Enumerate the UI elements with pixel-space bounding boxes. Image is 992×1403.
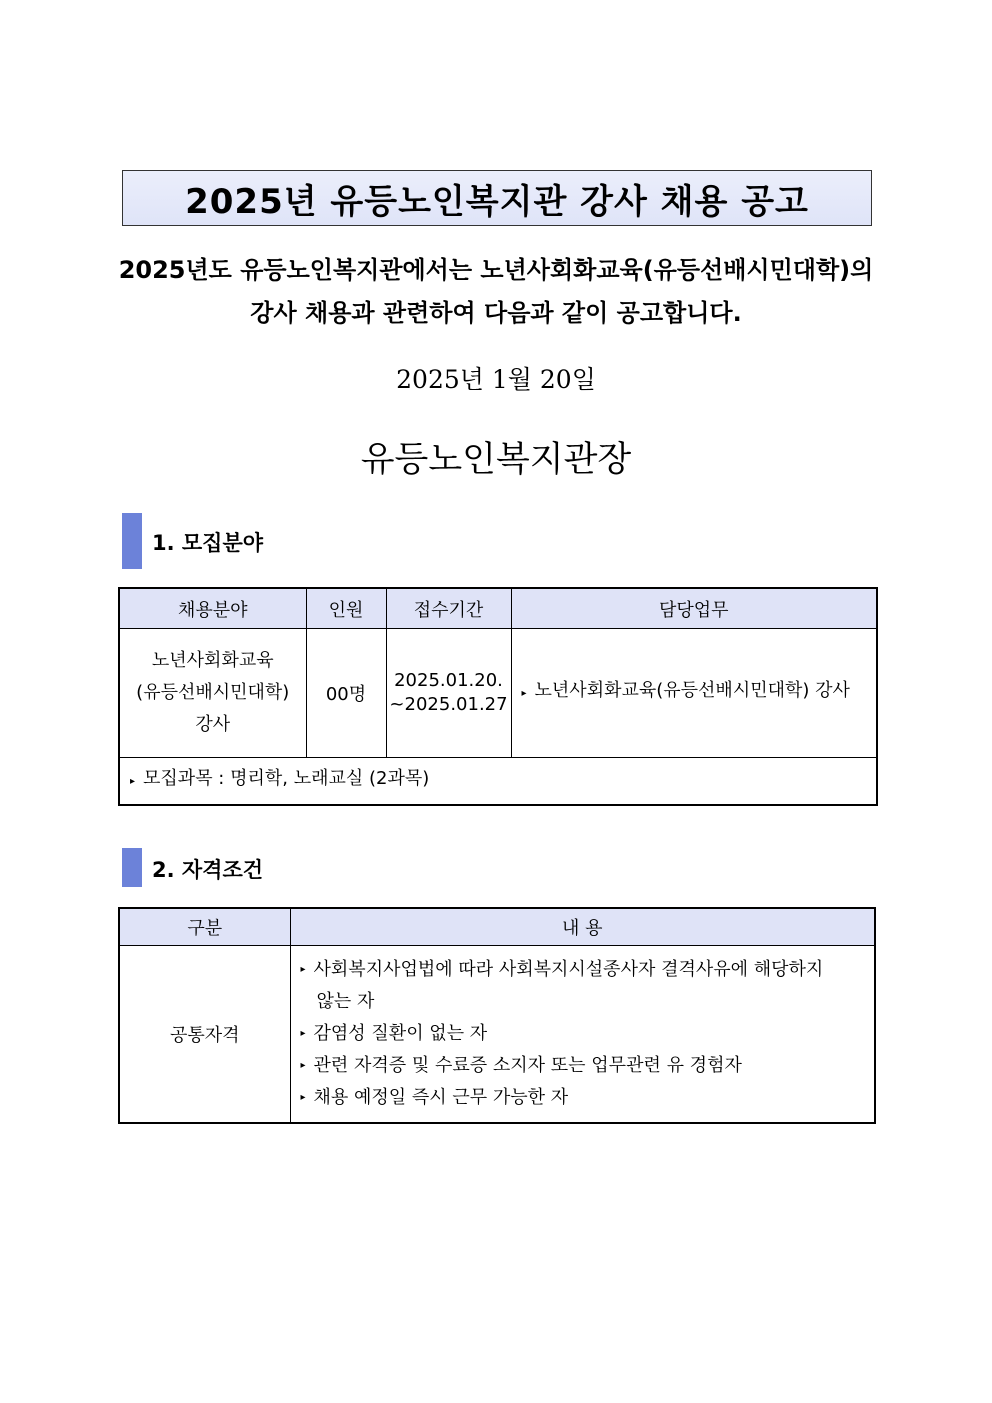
list-item [301,954,867,986]
section-1-title: 1. 모집분야 [152,531,264,555]
section-2-marker [122,848,142,887]
header-period: 접수기간 [386,588,511,629]
cell-period [386,629,511,758]
triangle-right-icon: ▸ [300,964,306,975]
announcement-date: 2025년 1월 20일 [396,365,596,394]
list-item [301,1082,867,1114]
list-item-text: 채용 예정일 즉시 근무 가능한 자 [313,1087,569,1108]
field-line: 강사 [195,714,231,735]
header-category: 구분 [119,908,290,946]
organization-name: 유등노인복지관장 [360,440,632,480]
list-item [301,1050,867,1082]
triangle-right-icon: ▸ [300,1028,306,1039]
intro-line-2: 강사 채용과 관련하여 다음과 같이 공고합니다. [250,299,742,327]
triangle-right-icon: ▸ [300,1060,306,1071]
triangle-right-icon: ▸ [130,776,136,787]
header-count: 인원 [306,588,386,629]
cell-category: 공통자격 [119,946,290,1124]
section-1-marker [122,513,142,569]
cell-field [119,629,306,758]
cell-content [290,946,875,1124]
cell-count: 00명 [306,629,386,758]
period-end: ~2025.01.27 [389,694,508,715]
period-start: 2025.01.20. [394,670,503,691]
duty-text: 노년사회화교육(유등선배시민대학) 강사 [534,680,850,701]
list-item [301,1018,867,1050]
intro-line-1: 2025년도 유등노인복지관에서는 노년사회화교육(유등선배시민대학)의 [118,256,874,284]
note-text: 모집과목 : 명리학, 노래교실 (2과목) [143,768,430,789]
triangle-right-icon: ▸ [300,1092,306,1103]
page-title: 2025년 유등노인복지관 강사 채용 공고 [185,181,809,222]
header-content: 내 용 [290,908,875,946]
header-field: 채용분야 [119,588,306,629]
cell-duty [511,629,877,758]
triangle-right-icon: ▸ [521,688,527,699]
cell-note [119,758,877,806]
title-box [122,170,872,226]
section-2-title: 2. 자격조건 [152,858,264,882]
field-line: 노년사회화교육 [151,650,274,671]
list-item-continuation: 않는 자 [316,991,375,1012]
recruitment-table [118,587,878,806]
qualification-table [118,907,876,1124]
field-line: (유등선배시민대학) [136,682,290,703]
list-item-text: 관련 자격증 및 수료증 소지자 또는 업무관련 유 경험자 [313,1055,742,1076]
list-item-text: 사회복지사업법에 따라 사회복지시설종사자 결격사유에 해당하지 [313,959,824,980]
header-duty: 담당업무 [511,588,877,629]
list-item-text: 감염성 질환이 없는 자 [313,1023,488,1044]
